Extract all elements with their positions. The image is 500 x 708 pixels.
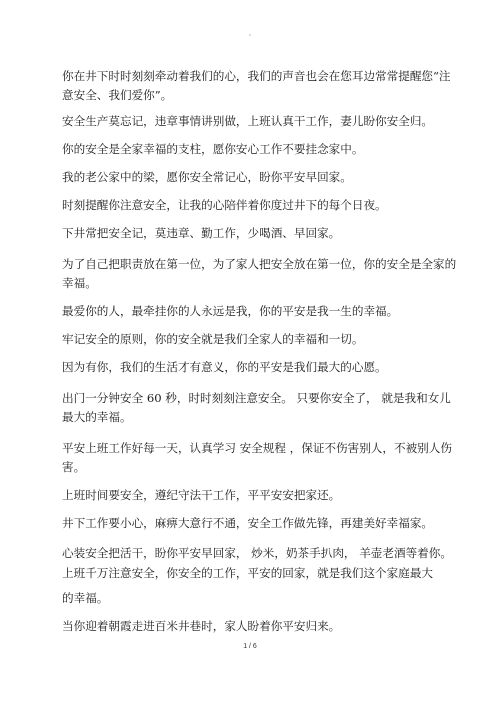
paragraph-2: 安全生产莫忘记，违章事情讲别做，上班认真干工作，妻儿盼你安全归。: [62, 114, 434, 128]
paragraph-6: 下井常把安全记，莫违章、勤工作，少喝酒、早回家。: [62, 226, 341, 240]
page-indicator: 1 / 6: [243, 643, 257, 650]
paragraph-5: 时刻提醒你注意安全，让我的心陪伴着你度过井下的每个日夜。: [62, 198, 387, 212]
paragraph-13: 上班时间要安全，遵纪守法干工作，平平安安把家还。: [62, 488, 341, 502]
paragraph-3: 你的安全是全家幸福的支柱，愿你安心工作不要挂念家中。: [62, 142, 364, 156]
paragraph-10: 因为有你，我们的生活才有意义，你的平安是我们最大的心愿。: [62, 360, 387, 374]
header-mark: ·: [248, 31, 252, 40]
paragraph-7: 为了自己把职责放在第一位，为了家人把安全放在第一位，你的安全是全家的幸福。: [62, 257, 457, 290]
paragraph-8: 最爱你的人，最牵挂你的人永远是我，你的平安是我一生的幸福。: [62, 304, 399, 318]
paragraph-11: 出门一分钟安全 60 秒，时时刻刻注意安全。 只要你安全了， 就是我和女儿最大的幸福。: [62, 391, 451, 424]
paragraph-16: 上班千万注意安全，你安全的工作，平安的回家，就是我们这个家庭最大: [62, 566, 434, 580]
paragraph-9: 牢记安全的原则，你的安全就是我们全家人的幸福和一切。: [62, 332, 364, 346]
paragraph-18: 当你迎着朝霞走进百米井巷时，家人盼着你平安归来。: [62, 619, 341, 633]
paragraph-1: 你在井下时时刻刻牵动着我们的心，我们的声音也会在您耳边常常提醒您“注意安全、我们爱你”。: [62, 69, 451, 102]
paragraph-12: 平安上班工作好每一天，认真学习 安全规程 ，保证不伤害别人，不被别人伤害。: [62, 441, 452, 474]
paragraph-17: 的幸福。: [62, 591, 109, 605]
paragraph-4: 我的老公家中的梁，愿你安全常记心，盼你平安早回家。: [62, 170, 352, 184]
document-body: [62, 64, 462, 636]
paragraph-14: 井下工作要小心，麻痹大意行不通，安全工作做先锋，再建美好幸福家。: [62, 516, 434, 530]
paragraph-15: 心装安全把活干，盼你平安早回家， 炒米，奶茶手扒肉， 羊壶老酒等着你。: [62, 546, 452, 560]
